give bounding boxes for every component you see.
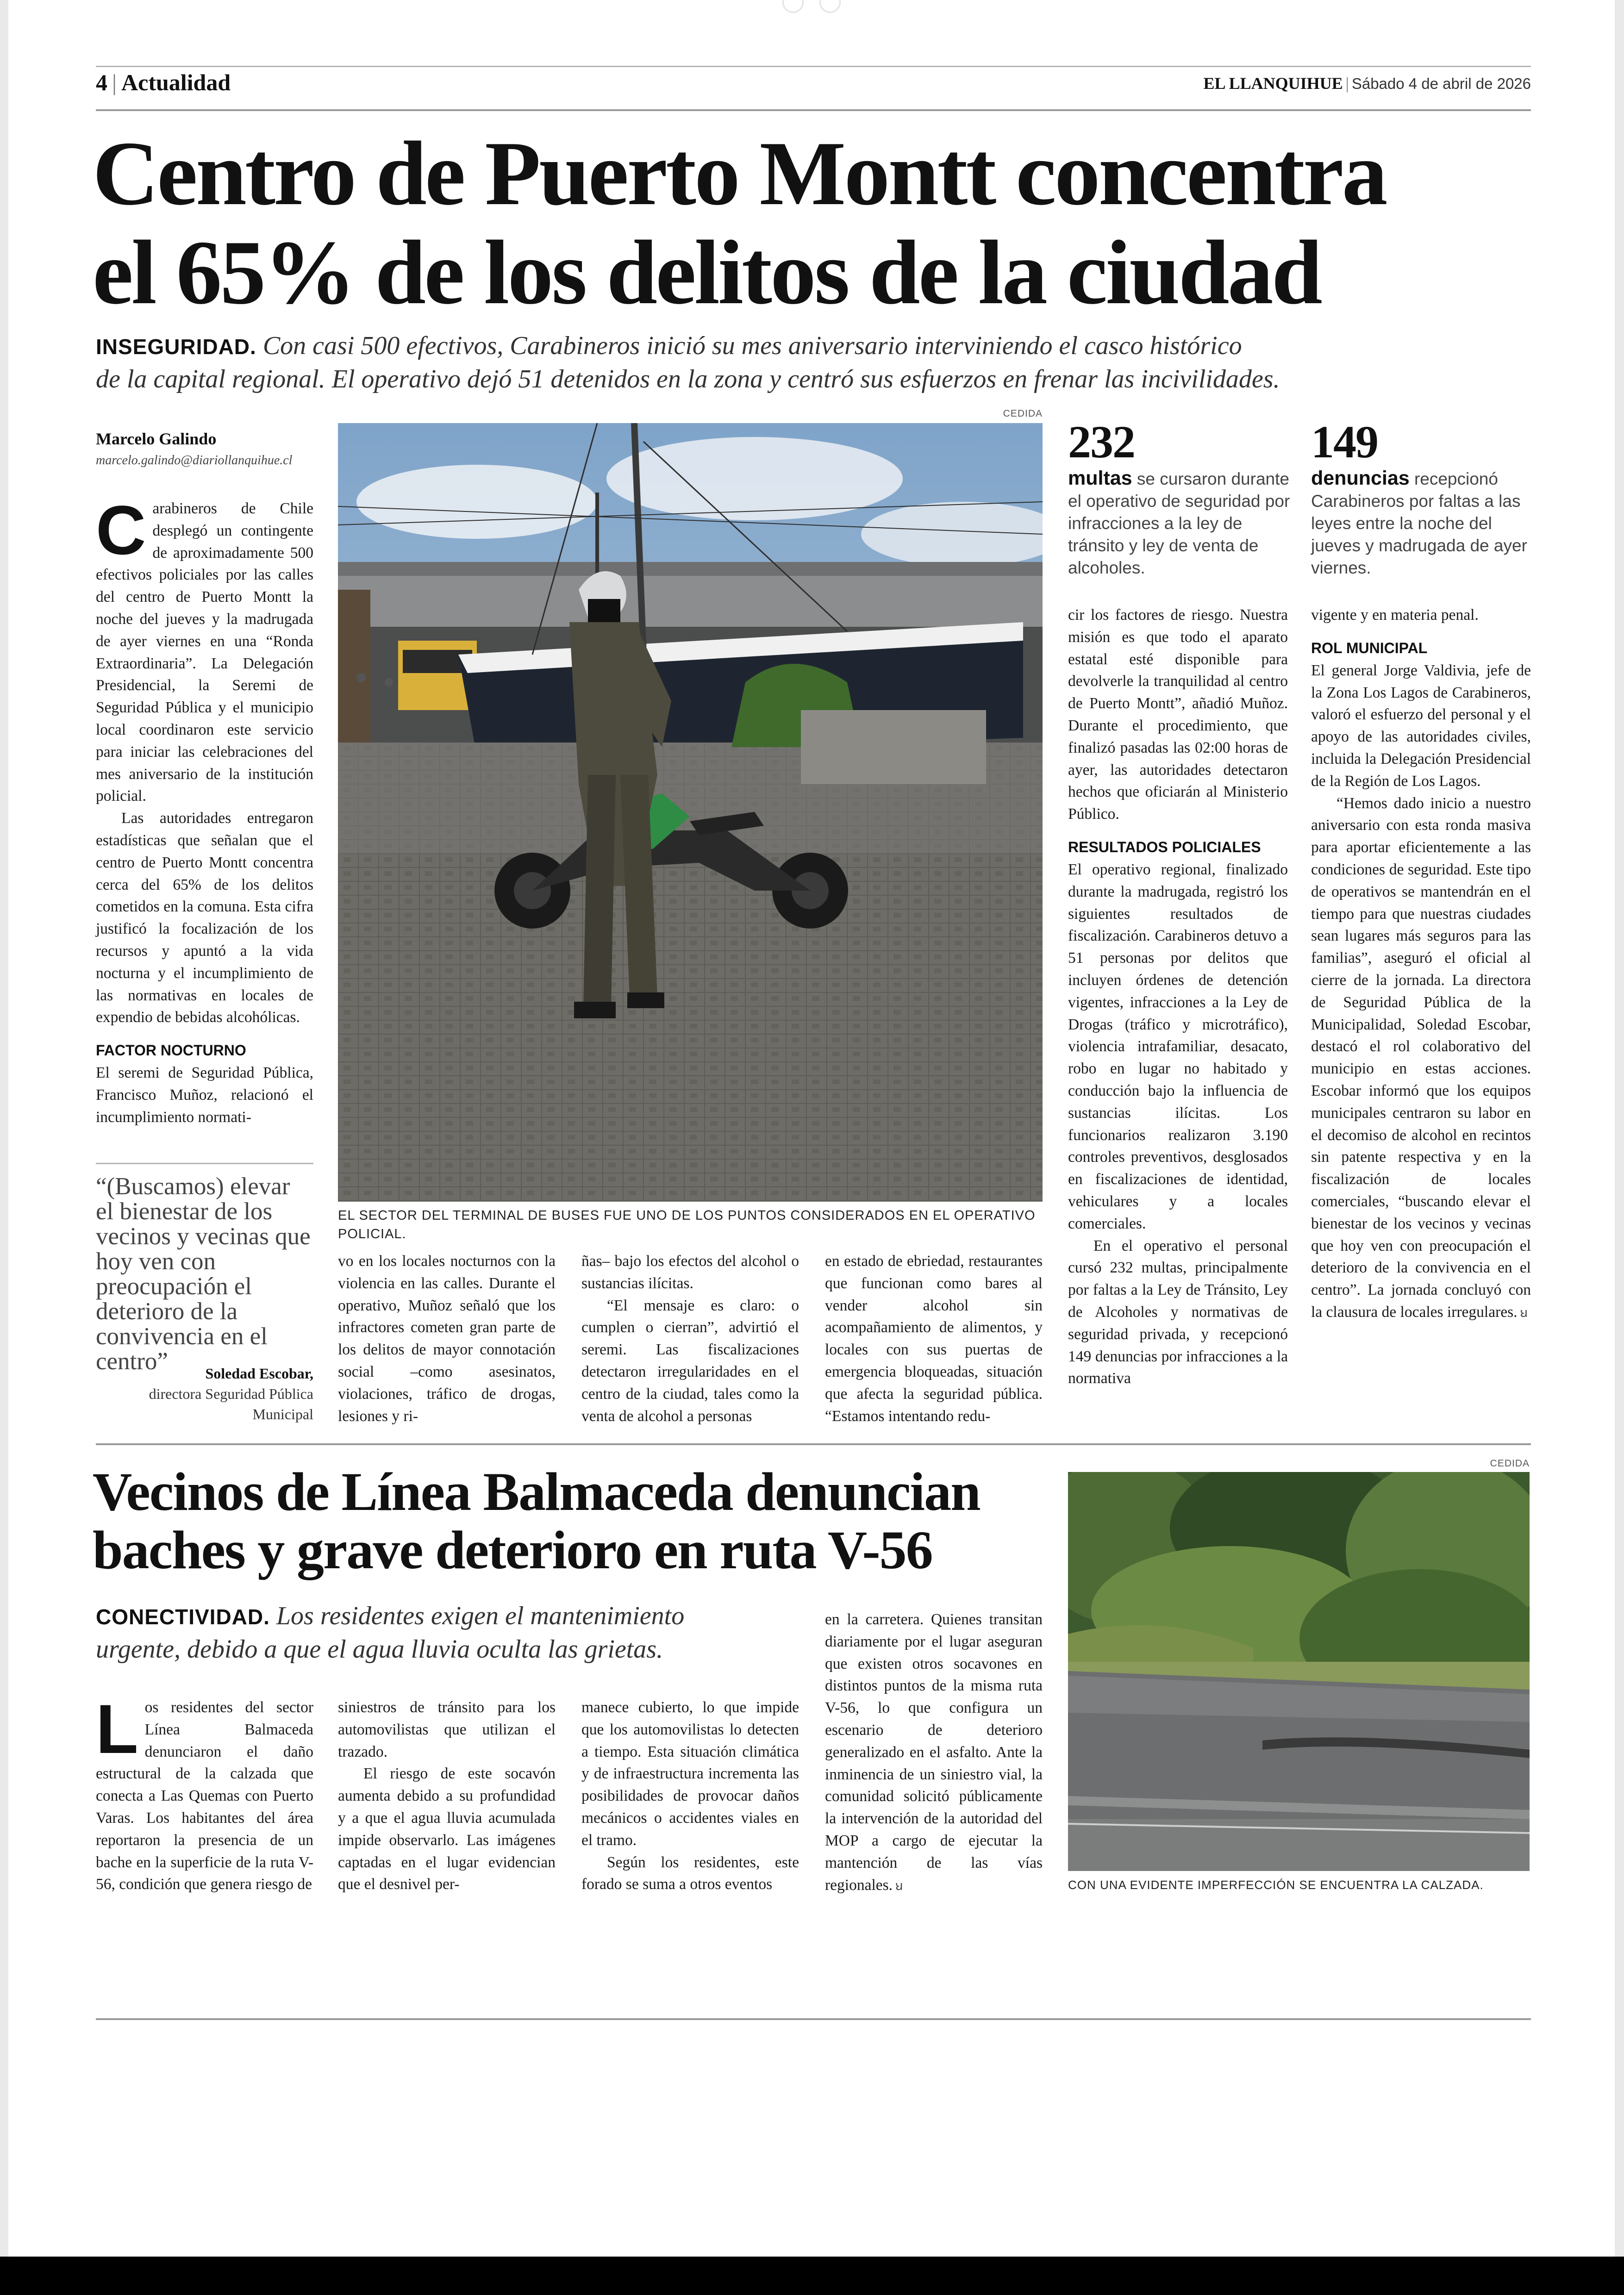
article1-column-3: [581, 1250, 799, 1427]
stat-label: multas: [1068, 467, 1132, 489]
photo-credit: CEDIDA: [1490, 1458, 1530, 1469]
pull-quote-role: directora Seguridad Pública Municipal: [149, 1385, 313, 1422]
masthead-separator: |: [1345, 74, 1349, 93]
paragraph: ñas– bajo los efectos del alcohol o sustancias ilícitas.: [581, 1253, 799, 1292]
article1-column-6: [1311, 604, 1531, 1324]
deck-kicker: CONECTIVIDAD.: [96, 1605, 270, 1629]
paragraph: arabineros de Chile desplegó un contingente de aproximadamente 500 efectivos policiales por las calles del centro de Puerto Montt la noche del jueves y la madrugada de ayer viernes en una “Ronda Extraordinaria”. La Delegación Presidencial, la Seremi de Seguridad Pública y el municipio local coordinaron este servicio para iniciar las celebraciones del mes aniversario de la institución policial.: [96, 500, 313, 805]
pager-dot-icon[interactable]: [782, 0, 804, 13]
main-photo-illustration: [338, 423, 1043, 1202]
end-mark-icon: ꞟ: [1520, 1305, 1528, 1320]
paragraph: El operativo regional, finalizado durante la madrugada, registró los siguientes resultados de fiscalización. Carabineros detuvo a 51 personas por delitos que incluyen órdenes de detención vigentes, infracciones a la Ley de Drogas (tráfico y microtráfico), violencia intrafamiliar, desacato, robo en lugar no habitado y conducción bajo la influencia de sustancias ilícitas. Los funcionarios realizaron 3.190 controles preventivos, desglosados en fiscalizaciones de identidad, vehiculares y a locales comerciales.: [1068, 861, 1288, 1232]
paragraph: “El mensaje es claro: o cumplen o cierran”, advirtió el seremi. Las fiscalizaciones detectaron irregularidades en el centro de la ciudad, tales como la venta de alcohol a personas: [581, 1297, 799, 1425]
subhead-resultados-policiales: RESULTADOS POLICIALES: [1068, 838, 1261, 855]
byline-author: Marcelo Galindo: [96, 430, 217, 448]
paragraph: en estado de ebriedad, restaurantes que funcionan como bares al vender alcohol sin acompañamiento de alimentos, y locales con sus puertas de emergencia bloqueadas, situación que afecta la seguridad pública. “Estamos intentando redu-: [825, 1253, 1043, 1425]
main-photo: [338, 423, 1043, 1202]
paragraph: vo en los locales nocturnos con la violencia en las calles. Durante el operativo, Muñoz señaló que los infractores cometen gran parte de los delitos de mayor connotación social –como asesinatos, violaciones, tráfico de drogas, lesiones y ri-: [338, 1253, 556, 1425]
road-photo: [1068, 1472, 1530, 1871]
article1-column-1: [96, 491, 313, 1129]
dropcap: C: [96, 491, 146, 569]
pull-quote-rule: [96, 1163, 313, 1164]
paragraph: manece cubierto, lo que impide que los automovilistas lo detecten a tiempo. Esta situación climática y de infraestructura incrementa las posibilidades de provocar daños mecánicos o accidentes viales en el tramo.: [581, 1699, 799, 1849]
photo-credit: CEDIDA: [1003, 408, 1043, 419]
article2-column-4: [825, 1609, 1043, 1896]
article-divider: [96, 1443, 1531, 1445]
paragraph: [1311, 792, 1531, 1324]
header-bottom-rule: [96, 109, 1531, 111]
paragraph: siniestros de tránsito para los automovilistas que utilizan el trazado.: [338, 1699, 556, 1760]
paragraph: El riesgo de este socavón aumenta debido a su profundidad y a que el agua lluvia acumulada impide observarlo. Las imágenes captadas en el lugar evidencian que el desnivel per-: [338, 1765, 556, 1893]
article2-column-2: [338, 1696, 556, 1896]
stat-label: denuncias: [1311, 467, 1410, 489]
paragraph: vigente y en materia penal.: [1311, 606, 1479, 624]
section-name: Actualidad: [121, 69, 231, 95]
article2-column-1: [96, 1690, 313, 1896]
pull-quote-name: Soledad Escobar,: [205, 1365, 313, 1382]
folio-separator: |: [112, 69, 117, 95]
dropcap: L: [96, 1690, 138, 1768]
stat-description: recepcionó Carabineros por faltas a las leyes entre la noche del jueves y madrugada de ayer viernes.: [1311, 469, 1527, 577]
headline-line: baches y grave deterioro en ruta V-56: [93, 1520, 932, 1580]
paragraph: Según los residentes, este forado se suma a otros eventos: [581, 1853, 799, 1893]
subhead-rol-municipal: ROL MUNICIPAL: [1311, 639, 1428, 656]
article2-deck: [96, 1600, 846, 1665]
headline-line: el 65% de los delitos de la ciudad: [93, 222, 1321, 323]
headline-line: Centro de Puerto Montt concentra: [93, 123, 1386, 224]
paragraph: El seremi de Seguridad Pública, Francisco Muñoz, relacionó el incumplimiento normati-: [96, 1064, 313, 1126]
road-photo-caption: CON UNA EVIDENTE IMPERFECCIÓN SE ENCUENTRA LA CALZADA.: [1068, 1878, 1484, 1892]
footer-rule: [96, 2018, 1531, 2020]
pull-quote: “(Buscamos) elevar el bienestar de los vecinos y vecinas que hoy ven con preocupación el deterioro de la convivencia en el centro”: [96, 1173, 311, 1375]
article2-column-3: [581, 1696, 799, 1896]
article1-headline: [93, 124, 1532, 322]
paragraph: os residentes del sector Línea Balmaceda denunciaron el daño estructural de la calzada que conecta a Las Quemas con Puerto Varas. Los habitantes del área reportaron la presencia de un bache en la superficie de la ruta V-56, condición que genera riesgo de: [96, 1699, 313, 1893]
pull-quote-attribution: [96, 1363, 313, 1424]
article1-deck: [96, 330, 1536, 395]
article1-column-5: [1068, 604, 1288, 1390]
page-edge-right: [1615, 0, 1624, 2295]
paragraph: Las autoridades entregaron estadísticas que señalan que el centro de Puerto Montt concentra cerca del 65% de los delitos cometidos en la comuna. Esta cifra justificó la focalización de los recursos y apuntó a la vida nocturna y el incumplimiento de las normativas en locales de expendio de bebidas alcohólicas.: [96, 810, 313, 1026]
stat-box-multas: [1068, 416, 1290, 579]
bottom-bar: [0, 2257, 1624, 2295]
main-photo-caption: EL SECTOR DEL TERMINAL DE BUSES FUE UNO DE LOS PUNTOS CONSIDERADOS EN EL OPERATIVO POLICIAL.: [338, 1208, 1036, 1241]
paragraph: cir los factores de riesgo. Nuestra misión es que todo el aparato estatal esté disponible para devolverle la tranquilidad al centro de Puerto Montt”, añadió Muñoz. Durante el procedimiento, que finalizó pasadas las 02:00 horas de ayer, las autoridades detectaron hechos que oficiarán al Ministerio Público.: [1068, 606, 1288, 823]
issue-date: Sábado 4 de abril de 2026: [1351, 75, 1531, 92]
paragraph-text: “Hemos dado inicio a nuestro aniversario con esta ronda masiva para aportar eficientemente a las condiciones de seguridad. Este tipo de operativos se mantendrán en el tiempo para que nuestras ciudades sean lugares más seguros para las familias”, aseguró el oficial al cierre de la jornada. La directora de Seguridad Pública de la Municipalidad, Soledad Escobar, destacó el rol colaborativo del municipio en estas acciones. Escobar informó que los equipos municipales centraron su labor en el decomiso de alcohol en recintos sin patente respectiva y en la fiscalización de locales comerciales, “buscando elevar el bienestar de los vecinos y vecinas que hoy ven con preocupación el deterioro de la convivencia en el centro”. La jornada concluyó con la clausura de locales irregulares.: [1311, 794, 1531, 1321]
masthead-info: [1065, 69, 1531, 98]
paragraph-text: en la carretera. Quienes transitan diariamente por el lugar aseguran que existen otros socavones en distintos puntos de la misma ruta V-56, lo que configura un escenario de deterioro generalizado en el asfalto. Ante la inminencia de un siniestro vial, la comunidad solicitó públicamente la intervención de la autoridad del MOP a cargo de ejecutar la mantención de las vías regionales.: [825, 1611, 1043, 1894]
folio: [96, 69, 231, 96]
deck-kicker: INSEGURIDAD.: [96, 335, 256, 359]
paragraph: En el operativo el personal cursó 232 multas, principalmente por faltas a la Ley de Tránsito, Ley de Alcoholes y normativas de seguridad privada, y recepcionó 149 denuncias por infracciones a la normativa: [1068, 1237, 1288, 1387]
deck-text: urgente, debido a que el agua lluvia oculta las grietas.: [96, 1635, 663, 1664]
deck-text: de la capital regional. El operativo dejó 51 detenidos en la zona y centró sus esfuerzos en frenar las incivilidades.: [96, 365, 1280, 393]
stat-box-denuncias: [1311, 416, 1533, 579]
end-mark-icon: ꞟ: [895, 1878, 903, 1893]
deck-text: Con casi 500 efectivos, Carabineros inició su mes aniversario interviniendo el casco histórico: [262, 331, 1242, 360]
stat-description: se cursaron durante el operativo de seguridad por infracciones a la ley de tránsito y ley de venta de alcoholes.: [1068, 469, 1290, 577]
stat-number: 149: [1311, 416, 1378, 468]
byline-email[interactable]: marcelo.galindo@diariollanquihue.cl: [96, 453, 293, 468]
article1-column-2: [338, 1250, 556, 1427]
deck-text: Los residentes exigen el mantenimiento: [276, 1602, 685, 1630]
header-top-rule: [96, 66, 1531, 67]
page-number: 4: [96, 69, 107, 95]
paragraph: El general Jorge Valdivia, jefe de la Zona Los Lagos de Carabineros, valoró el esfuerzo del personal y el apoyo de las autoridades civiles, incluida la Delegación Presidencial de la Región de Los Lagos.: [1311, 661, 1531, 790]
article1-column-4: [825, 1250, 1043, 1427]
road-photo-illustration: [1068, 1472, 1530, 1871]
headline-line: Vecinos de Línea Balmaceda denuncian: [93, 1461, 980, 1522]
pager-dot-icon[interactable]: [819, 0, 841, 13]
page-edge-left: [0, 0, 8, 2295]
article2-headline: [93, 1463, 1074, 1579]
subhead-factor-nocturno: FACTOR NOCTURNO: [96, 1042, 246, 1059]
stat-number: 232: [1068, 416, 1135, 468]
newspaper-name: EL LLANQUIHUE: [1203, 74, 1343, 93]
